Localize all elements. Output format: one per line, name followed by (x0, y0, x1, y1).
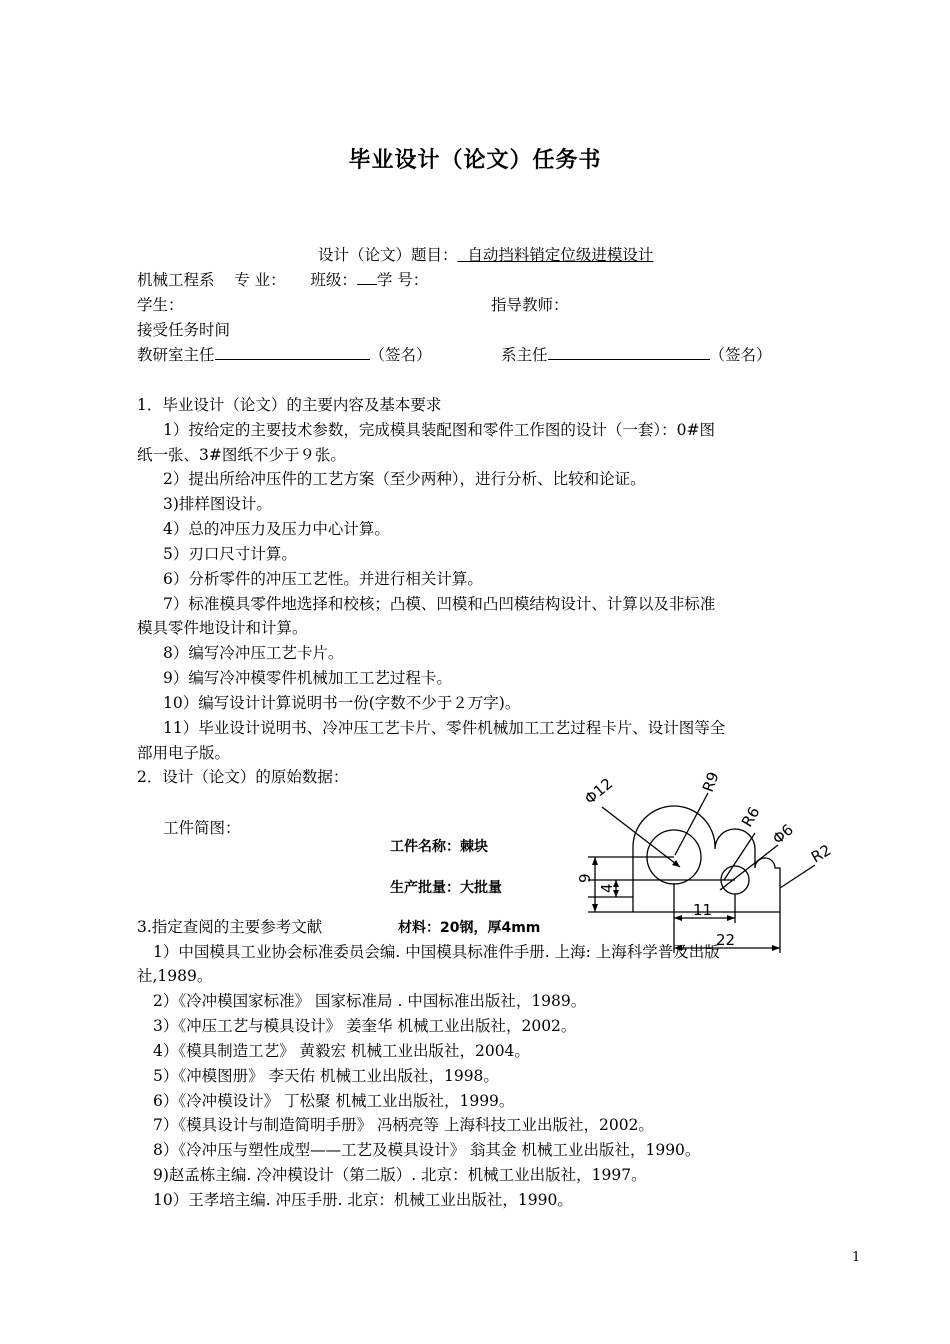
class-blank (357, 270, 377, 285)
list-item: 10）编写设计计算说明书一份(字数不少于２万字)。 (163, 694, 521, 712)
list-item: 3)排样图设计。 (163, 495, 272, 513)
ref-item: 2）《冷冲模国家标准》 国家标准局 . 中国标准出版社，1989。 (153, 992, 587, 1010)
student-label: 学生： (137, 296, 184, 314)
ref-item: 9)赵孟栋主编. 冷冲模设计（第二版）. 北京：机械工业出版社，1997。 (153, 1166, 647, 1184)
section2-heading: 2．设计（论文）的原始数据： (137, 768, 349, 786)
sketch-label: 工件简图： (163, 819, 241, 837)
office-head-label: 教研室主任 (137, 346, 215, 364)
list-item: 模具零件地设计和计算。 (137, 619, 308, 637)
section3-heading: 3.指定查阅的主要参考文献 (137, 918, 323, 936)
ref-item: 5）《冲模图册》 李天佑 机械工业出版社，1998。 (153, 1067, 499, 1085)
receive-time-label: 接受任务时间 (137, 321, 231, 339)
office-head-blank (215, 345, 370, 360)
dept-head-line (501, 345, 772, 365)
sign1: （签名） (369, 346, 432, 364)
list-item: 11）毕业设计说明书、冷冲压工艺卡片、零件机械加工工艺过程卡片、设计图等全 (163, 719, 726, 737)
list-item: 8）编写冷冲压工艺卡片。 (163, 644, 344, 662)
topic-label: 设计（论文）题目： (318, 246, 458, 264)
list-item: 7）标准模具零件地选择和校核；凸模、凹模和凸凹模结构设计、计算以及非标准 (163, 595, 716, 613)
dim-4: 4 (598, 883, 616, 893)
student-no-label: 学 号： (376, 271, 429, 289)
ref-item: 1）中国模具工业协会标准委员会编. 中国模具标准件手册. 上海: 上海科学普及出版 (153, 943, 720, 961)
topic-value: 自动挡料销定位级进模设计 (467, 246, 654, 264)
dept-name: 机械工程系 (137, 271, 215, 289)
list-item: 9）编写冷冲模零件机械加工工艺过程卡。 (163, 669, 452, 687)
ref-item: 社,1989。 (137, 967, 213, 985)
dim-r6: R6 (737, 803, 764, 830)
major-label: 专 业： (234, 271, 286, 289)
advisor-label: 指导教师： (491, 296, 569, 314)
sign2: （签名） (709, 346, 772, 364)
page-title: 毕业设计（论文）任务书 (348, 148, 602, 173)
batch: 生产批量：大批量 (390, 880, 502, 896)
ref-item: 4）《模具制造工艺》 黄毅宏 机械工业出版社，2004。 (153, 1042, 530, 1060)
dept-head-blank (548, 345, 710, 360)
ref-item: 3）《冲压工艺与模具设计》 姜奎华 机械工业出版社，2002。 (153, 1017, 577, 1035)
ref-item: 10）王孝培主编. 冲压手册. 北京：机械工业出版社，1990。 (153, 1191, 573, 1209)
ref-item: 6）《冷冲模设计》 丁松聚 机械工业出版社，1999。 (153, 1092, 515, 1110)
dim-phi6: Φ6 (769, 820, 797, 849)
ref-item: 7）《模具设计与制造简明手册》 冯柄亮等 上海科技工业出版社，2002。 (153, 1116, 654, 1134)
part-drawing (560, 765, 835, 960)
dim-9: 9 (576, 873, 594, 883)
dept-head-label: 系主任 (501, 346, 548, 364)
signature-line (137, 345, 432, 365)
list-item: 2）提出所给冲压件的工艺方案（至少两种），进行分析、比较和论证。 (163, 470, 646, 488)
list-item: 部用电子版。 (137, 744, 231, 762)
section1-heading: 1．毕业设计（论文）的主要内容及基本要求 (137, 396, 442, 414)
topic-line (318, 245, 653, 265)
dim-22: 22 (716, 931, 736, 949)
list-item: 1）按给定的主要技术参数，完成模具装配图和零件工作图的设计（一套）：0#图 (163, 421, 715, 439)
list-item: 6）分析零件的冲压工艺性。并进行相关计算。 (163, 570, 483, 588)
page-number: 1 (852, 1250, 861, 1265)
list-item: 5）刃口尺寸计算。 (163, 545, 297, 563)
ref-item: 8）《冷冲压与塑性成型——工艺及模具设计》 翁其金 机械工业出版社，1990。 (153, 1141, 701, 1159)
part-name: 工件名称：棘块 (390, 839, 488, 855)
dim-11: 11 (693, 901, 713, 919)
material: 材料：20钢，厚4mm (398, 920, 541, 936)
class-label: 班级： (310, 271, 357, 289)
dim-r9: R9 (698, 769, 723, 795)
dim-r2: R2 (808, 840, 835, 867)
list-item: 纸一张、3#图纸不少于９张。 (137, 446, 346, 464)
dept-line (137, 270, 428, 290)
dim-phi12: Φ12 (581, 774, 617, 809)
list-item: 4）总的冲压力及压力中心计算。 (163, 520, 390, 538)
